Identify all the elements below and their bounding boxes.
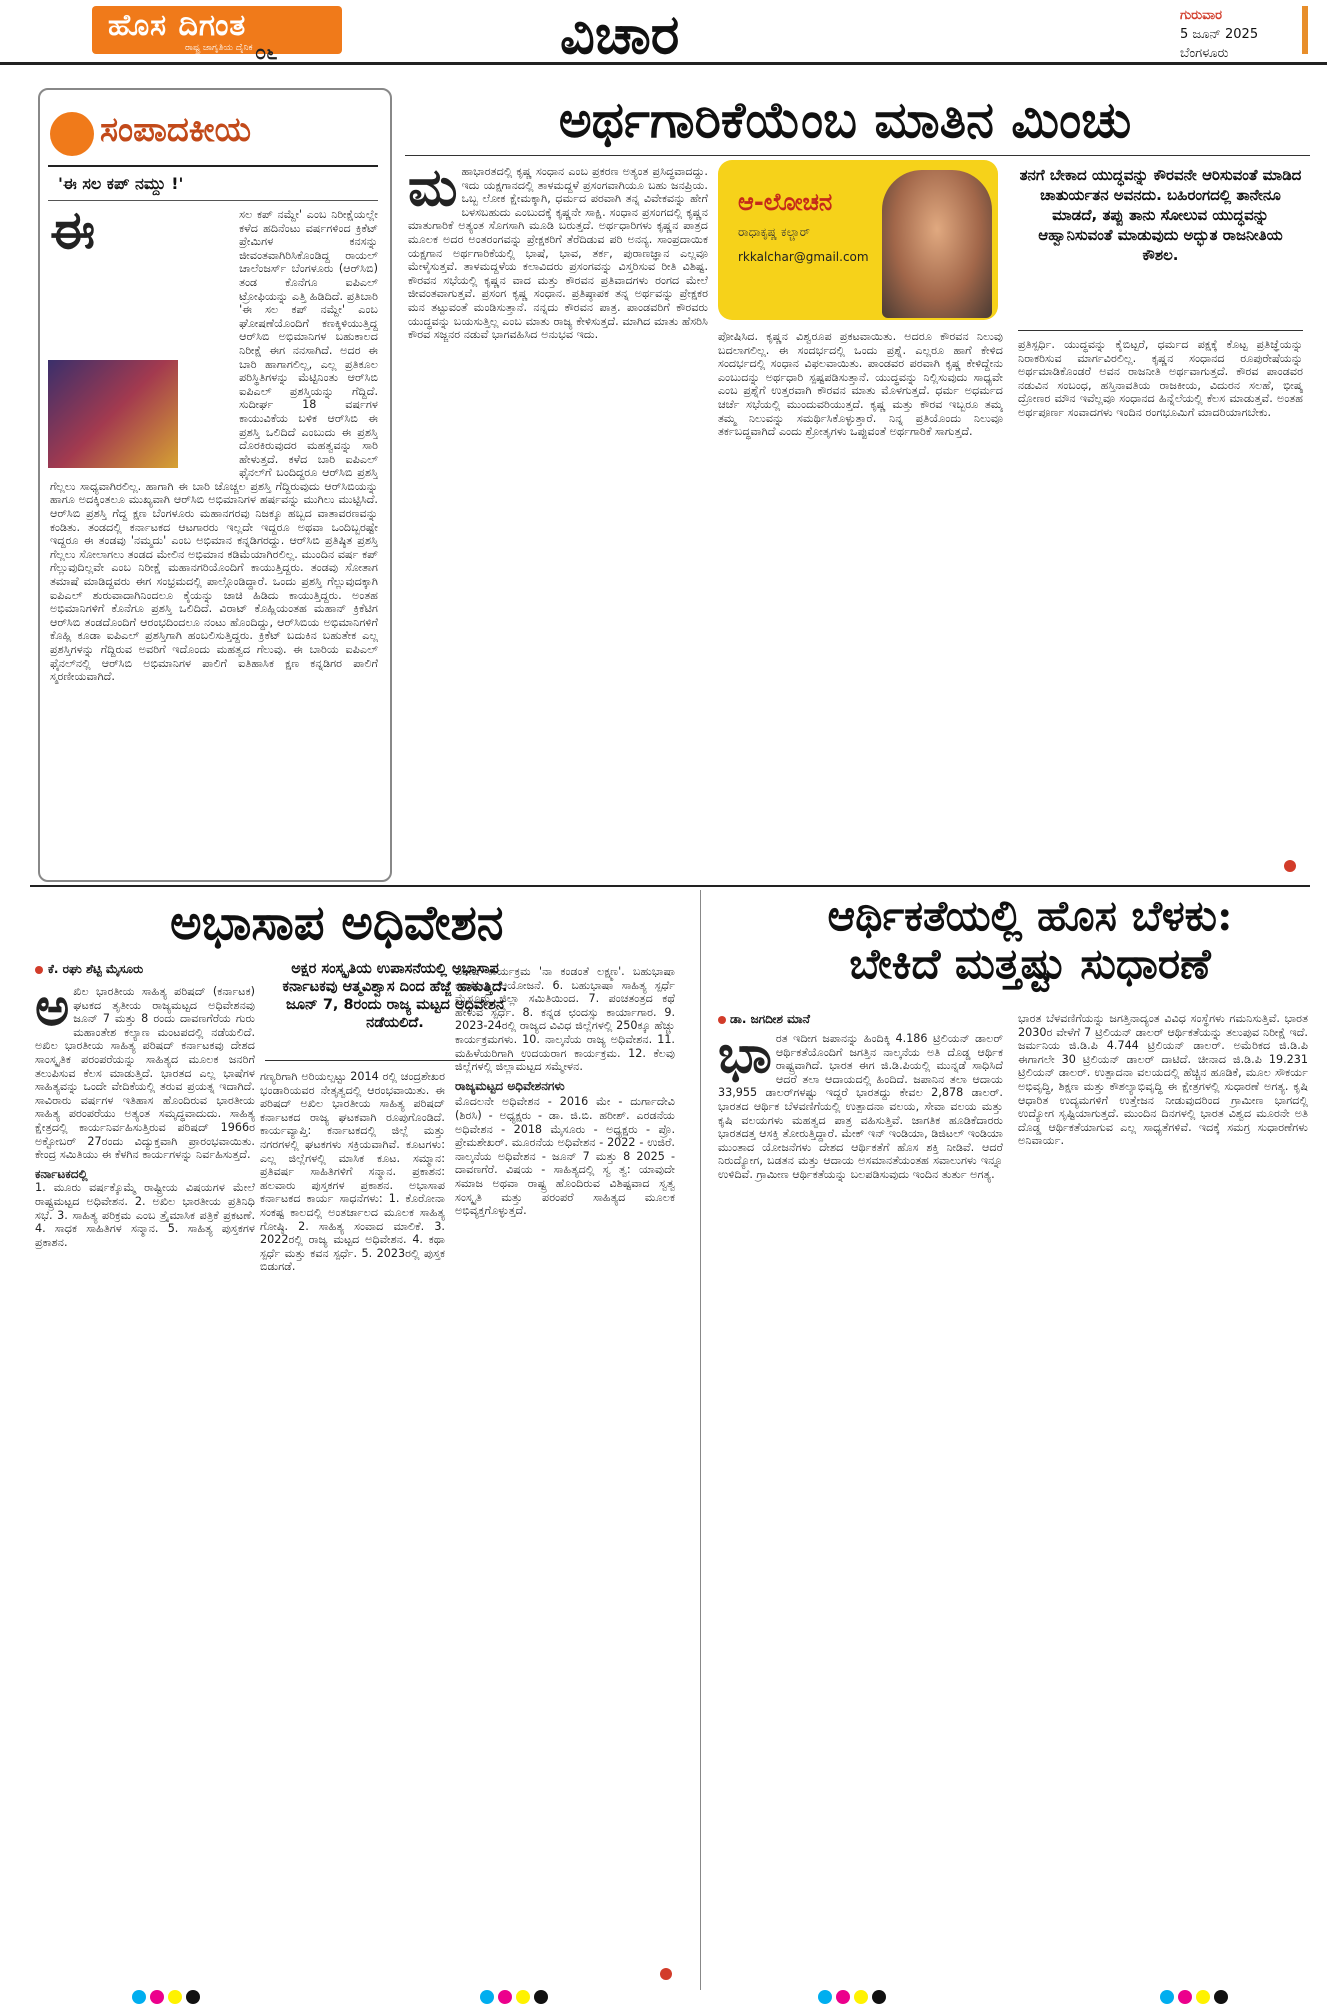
byline: ಕೆ. ರಘು ಶೆಟ್ಟಿ ಮೈಸೂರು bbox=[48, 962, 144, 976]
masthead bbox=[0, 0, 1327, 65]
lower-left-headline[interactable]: ಅಭಾಸಾಪ ಅಧಿವೇಶನ bbox=[170, 895, 504, 951]
registration-mark-black bbox=[872, 1990, 886, 2004]
editorial-photo[interactable] bbox=[48, 360, 178, 468]
lower-right-col1 bbox=[718, 1032, 1003, 1982]
drop-cap: ಈ bbox=[50, 208, 96, 261]
lower-right-headline-line1: ಆರ್ಥಿಕತೆಯಲ್ಲಿ ಹೊಸ ಬೆಳಕು: bbox=[827, 891, 1233, 940]
lower-right-col2 bbox=[1018, 1012, 1308, 1982]
registration-mark-cyan bbox=[818, 1990, 832, 2004]
main-article-col3-text: ಪ್ರತಿಸ್ಪರ್ಧಿ. ಯುದ್ಧವನ್ನು ಕೈಬಿಟ್ಟರೆ, ಧರ್ಮದ ಪಕ್ಷಕ್ಕೆ ಕೊಟ್ಟ ಪ್ರತಿಜ್ಞೆಯನ್ನು ನಿರಾಕರಿಸುವ ಮಾರ್ಗವಿರಲಿಲ್ಲ. ಕೃಷ್ಣನ ಸಂಧಾನದ ರೂಪುರೇಷೆಯನ್ನು ಅರ್ಥಮಾಡಿಕೊಂಡರೆ ಅವನ ರಾಜನೀತಿ ಅರ್ಥವಾಗುತ್ತದೆ. ಕೌರವ ಪಾಂಡವರ ನಡುವಿನ ಸಂಬಂಧ, ಹಸ್ತಿನಾವತಿಯ ರಾಜಕೀಯ, ವಿದುರನ ಸಲಹೆ, ಭೀಷ್ಮ ದ್ರೋಣರ ಮೌನ ಇವೆಲ್ಲವೂ ಸಂಧಾನದ ಹಿನ್ನೆಲೆಯಲ್ಲಿ ಕೆಲಸ ಮಾಡುತ್ತವೆ. ಅಂತಹ ಅರ್ಥಪೂರ್ಣ ಸಂವಾದಗಳು ಇಂದಿನ ರಂಗಭೂಮಿಗೆ ಮಾದರಿಯಾಗಬೇಕು. bbox=[1018, 338, 1303, 419]
byline: ಡಾ. ಜಗದೀಶ ಮಾನೆ bbox=[730, 1012, 810, 1026]
main-article-col2 bbox=[718, 330, 1003, 865]
registration-mark-black bbox=[1214, 1990, 1228, 2004]
subhead: ರಾಜ್ಯಮಟ್ಟದ ಅಧಿವೇಶನಗಳು bbox=[455, 1078, 565, 1093]
registration-mark-yellow bbox=[516, 1990, 530, 2004]
registration-mark-yellow bbox=[168, 1990, 182, 2004]
registration-mark-cyan bbox=[132, 1990, 146, 2004]
editorial-logo-icon bbox=[50, 112, 94, 156]
main-article-col1-text: ಹಾಭಾರತದಲ್ಲಿ ಕೃಷ್ಣ ಸಂಧಾನ ಎಂಬ ಪ್ರಕರಣ ಅತ್ಯಂತ ಪ್ರಸಿದ್ಧವಾದದ್ದು. ಇದು ಯಕ್ಷಗಾನದಲ್ಲಿ ತಾಳಮದ್ದಳೆ ಪ್ರಸಂಗವಾಗಿಯೂ ಬಹು ಜನಪ್ರಿಯ. ಒಬ್ಬ ಲೋಕ ಕ್ಷೇಮಕ್ಕಾಗಿ, ಧರ್ಮದ ಪರವಾಗಿ ತನ್ನ ವಿವೇಕವನ್ನು ಹೇಗೆ ಬಳಸಬಹುದು ಎಂಬುದಕ್ಕೆ ಕೃಷ್ಣನೇ ಸಾಕ್ಷಿ. ಸಂಧಾನ ಪ್ರಸಂಗದಲ್ಲಿ ಕೃಷ್ಣನ ಮಾತುಗಾರಿಕೆ ಅತ್ಯಂತ ಸೊಗಸಾಗಿ ಮೂಡಿ ಬರುತ್ತದೆ. ಅರ್ಥಧಾರಿಗಳು ಕೃಷ್ಣನ ಪಾತ್ರದ ಮೂಲಕ ಅದರ ಅಂತರಂಗವನ್ನು ಪ್ರೇಕ್ಷಕರಿಗೆ ತೆರೆದಿಡುವ ಪರಿ ಅನನ್ಯ. ಸಾಂಪ್ರದಾಯಿಕ ಯಕ್ಷಗಾನ ಅರ್ಥಗಾರಿಕೆಯಲ್ಲಿ ಭಾಷೆ, ಭಾವ, ತರ್ಕ, ಪುರಾಣಜ್ಞಾನ ಎಲ್ಲವೂ ಮೇಳೈಸುತ್ತವೆ. ತಾಳಮದ್ದಳೆಯ ಕಲಾವಿದರು ಪ್ರಸಂಗವನ್ನು ವಿಸ್ತರಿಸುವ ರೀತಿ ವಿಶಿಷ್ಟ. ಕೌರವನ ಸಭೆಯಲ್ಲಿ ಕೃಷ್ಣನ ವಾದ ಮತ್ತು ಕೌರವನ ಪ್ರತಿವಾದಗಳು ರಂಗದ ಮೇಲೆ ಜೀವಂತವಾಗುತ್ತವೆ. ಪ್ರಸಂಗ ಕೃಷ್ಣ ಸಂಧಾನ. ಪ್ರತಿಷ್ಠಾಪಕ ತನ್ನ ಅರ್ಥವನ್ನು ಪ್ರೇಕ್ಷಕರ ಮನ ತಟ್ಟುವಂತೆ ಮಂಡಿಸುತ್ತಾನೆ. ನನ್ನದು ಕೌರವನ ಪಾತ್ರ. ಪಾಂಡವರಿಗೆ ಕೌರವರು ಯುದ್ಧವನ್ನು ಬಯಸುತ್ತಿಲ್ಲ ಎಂಬ ಮಾತು ರಾಜ್ಯ ಕೇಳಿಸುತ್ತದೆ. ಮಾಗಿದ ಮಾತು ಹೆಸರಿಸಿ ಕೌರವ ಸಜ್ಜನರ ನಡುವೆ ಭಾಗವಹಿಸಿದ ಅನುಭವ ಇದು. bbox=[408, 165, 708, 342]
drop-cap: ಮ bbox=[408, 165, 458, 218]
column-divider bbox=[700, 890, 701, 1990]
columnist-photo bbox=[882, 170, 992, 318]
lower-left-col1 bbox=[35, 985, 255, 1985]
divider bbox=[1018, 330, 1303, 331]
masthead-accent-bar bbox=[1302, 6, 1308, 54]
registration-mark-yellow bbox=[1196, 1990, 1210, 2004]
lower-left-col3b-text: ಮೊದಲನೇ ಅಧಿವೇಶನ - 2016 ಮೇ - ದುರ್ಗಾದೇವಿ (ಶಿರಸಿ) - ಅಧ್ಯಕ್ಷರು - ಡಾ. ಜಿ.ಬಿ. ಹರೀಶ್. ಎರಡನೆಯ ಅಧಿವೇಶನ - 2018 ಮೈಸೂರು - ಅಧ್ಯಕ್ಷರು - ಪ್ರೊ. ಪ್ರೇಮಶೇಖರ್. ಮೂರನೆಯ ಅಧಿವೇಶನ - 2022 - ಉಜಿರೆ. ನಾಲ್ಕನೆಯ ಅಧಿವೇಶನ - ಜೂನ್ 7 ಮತ್ತು 8 2025 - ದಾವಣಗೆರೆ. ವಿಷಯ - ಸಾಹಿತ್ಯದಲ್ಲಿ ಸ್ವ ತ್ವ: ಯಾವುದೇ ಸಮಾಜ ಅಥವಾ ರಾಷ್ಟ್ರ ಹೊಂದಿರುವ ವಿಶಿಷ್ಟವಾದ ಸ್ವತ್ವ ಸಂಸ್ಕೃತಿ ಮತ್ತು ಪರಂಪರೆ ಸಾಹಿತ್ಯದ ಮೂಲಕ ಅಭಿವ್ಯಕ್ತಗೊಳ್ಳುತ್ತದೆ. bbox=[455, 1095, 675, 1218]
byline-bullet-icon bbox=[35, 966, 43, 974]
drop-cap: ಅ bbox=[35, 985, 70, 1038]
registration-mark-black bbox=[534, 1990, 548, 2004]
registration-mark-magenta bbox=[1178, 1990, 1192, 2004]
lower-left-col3 bbox=[455, 965, 675, 1985]
lower-left-col2-text: ಗಣ್ಯರಿಗಾಗಿ ಅರಿಯಲ್ಪಟ್ಟು 2014 ರಲ್ಲಿ ಚಂದ್ರಶೇಖರ ಭಂಡಾರಿಯವರ ನೇತೃತ್ವದಲ್ಲಿ ಆರಂಭವಾಯಿತು. ಈ ಪರಿಷದ್ ಅಖಿಲ ಭಾರತೀಯ ಸಾಹಿತ್ಯ ಪರಿಷದ್ ಕರ್ನಾಟಕದ ರಾಜ್ಯ ಘಟಕವಾಗಿ ರೂಪುಗೊಂಡಿದೆ. ಕಾರ್ಯವ್ಯಾಪ್ತಿ: ಕರ್ನಾಟಕದಲ್ಲಿ ಜಿಲ್ಲೆ ಮತ್ತು ನಗರಗಳಲ್ಲಿ ಘಟಕಗಳು ಸಕ್ರಿಯವಾಗಿವೆ. ಕೂಟಗಳು: ಎಲ್ಲ ಜಿಲ್ಲೆಗಳಲ್ಲಿ ಮಾಸಿಕ ಕೂಟ. ಸಮ್ಮಾನ: ಪ್ರತಿವರ್ಷ ಸಾಹಿತಿಗಳಿಗೆ ಸನ್ಮಾನ. ಪ್ರಕಾಶನ: ಹಲವಾರು ಪುಸ್ತಕಗಳ ಪ್ರಕಾಶನ. ಅಭಾಸಾಪ ಕರ್ನಾಟಕದ ಕಾರ್ಯ ಸಾಧನೆಗಳು: 1. ಕೊರೋನಾ ಸಂಕಷ್ಟ ಕಾಲದಲ್ಲಿ ಅಂತರ್ಜಾಲದ ಮೂಲಕ ಸಾಹಿತ್ಯ ಗೋಷ್ಠಿ. 2. ಸಾಹಿತ್ಯ ಸಂವಾದ ಮಾಲಿಕೆ. 3. 2022ರಲ್ಲಿ ರಾಜ್ಯ ಮಟ್ಟದ ಅಧಿವೇಶನ. 4. ಕಥಾ ಸ್ಪರ್ಧೆ ಮತ್ತು ಕವನ ಸ್ಪರ್ಧೆ. 5. 2023ರಲ್ಲಿ ಪುಸ್ತಕ ಬಿಡುಗಡೆ. bbox=[260, 1070, 445, 1274]
editorial-body bbox=[50, 208, 378, 858]
lower-right-col1-text: ರತ ಇದೀಗ ಜಪಾನನ್ನು ಹಿಂದಿಕ್ಕಿ 4.186 ಟ್ರಿಲಿಯನ್ ಡಾಲರ್ ಆರ್ಥಿಕತೆಯೊಂದಿಗೆ ಜಗತ್ತಿನ ನಾಲ್ಕನೆಯ ಅತಿ ದೊಡ್ಡ ಆರ್ಥಿಕ ರಾಷ್ಟ್ರವಾಗಿದೆ. ಭಾರತ ಈಗ ಜಿ.ಡಿ.ಪಿಯಲ್ಲಿ ಮುನ್ನಡೆ ಸಾಧಿಸಿದೆ ಆದರೆ ತಲಾ ಆದಾಯದಲ್ಲಿ ಹಿಂದಿದೆ. ಜಪಾನಿನ ತಲಾ ಆದಾಯ 33,955 ಡಾಲರ್‌ಗಳಷ್ಟು ಇದ್ದರೆ ಭಾರತದ್ದು ಕೇವಲ 2,878 ಡಾಲರ್. ಭಾರತದ ಆರ್ಥಿಕ ಬೆಳವಣಿಗೆಯಲ್ಲಿ ಉತ್ಪಾದನಾ ವಲಯ, ಸೇವಾ ವಲಯ ಮತ್ತು ಕೃಷಿ ವಲಯಗಳು ಮಹತ್ವದ ಪಾತ್ರ ವಹಿಸುತ್ತಿವೆ. ಜಾಗತಿಕ ಹೂಡಿಕೆದಾರರು ಭಾರತದತ್ತ ಆಸಕ್ತಿ ತೋರುತ್ತಿದ್ದಾರೆ. ಮೇಕ್ ಇನ್ ಇಂಡಿಯಾ, ಡಿಜಿಟಲ್ ಇಂಡಿಯಾ ಮುಂತಾದ ಯೋಜನೆಗಳು ದೇಶದ ಆರ್ಥಿಕತೆಗೆ ಹೊಸ ಶಕ್ತಿ ನೀಡಿವೆ. ಆದರೆ ನಿರುದ್ಯೋಗ, ಬಡತನ ಮತ್ತು ಆದಾಯ ಅಸಮಾನತೆಯಂತಹ ಸವಾಲುಗಳು ಇನ್ನೂ ಉಳಿದಿವೆ. ಗ್ರಾಮೀಣ ಆರ್ಥಿಕತೆಯನ್ನು ಬಲಪಡಿಸುವುದು ಇಂದಿನ ತುರ್ತು ಅಗತ್ಯ. bbox=[718, 1032, 1003, 1181]
end-marker-icon bbox=[660, 1968, 672, 1980]
divider bbox=[48, 165, 378, 167]
column-name: ಆ-ಲೋಚನ bbox=[738, 188, 833, 216]
subhead: ಕರ್ನಾಟಕದಲ್ಲಿ bbox=[35, 1166, 88, 1181]
columnist-email[interactable]: rkkalchar@gmail.com bbox=[738, 250, 869, 264]
dateline-city: ಬೆಂಗಳೂರು bbox=[1180, 46, 1229, 61]
registration-mark-cyan bbox=[1160, 1990, 1174, 2004]
lower-right-col2-text: ಭಾರತ ಬೆಳವಣಿಗೆಯನ್ನು ಜಗತ್ತಿನಾದ್ಯಂತ ವಿವಿಧ ಸಂಸ್ಥೆಗಳು ಗಮನಿಸುತ್ತಿವೆ. ಭಾರತ 2030ರ ವೇಳೆಗೆ 7 ಟ್ರಿಲಿಯನ್ ಡಾಲರ್ ಆರ್ಥಿಕತೆಯನ್ನು ತಲುಪುವ ನಿರೀಕ್ಷೆ ಇದೆ. ಜರ್ಮನಿಯ ಜಿ.ಡಿ.ಪಿ 4.744 ಟ್ರಿಲಿಯನ್ ಡಾಲರ್. ಅಮೆರಿಕದ ಜಿ.ಡಿ.ಪಿ ಈಗಾಗಲೇ 30 ಟ್ರಿಲಿಯನ್ ಡಾಲರ್ ದಾಟಿದೆ. ಚೀನಾದ ಜಿ.ಡಿ.ಪಿ 19.231 ಟ್ರಿಲಿಯನ್ ಡಾಲರ್. ಉತ್ಪಾದನಾ ವಲಯದಲ್ಲಿ ಹೆಚ್ಚಿನ ಹೂಡಿಕೆ, ಮೂಲ ಸೌಕರ್ಯ ಅಭಿವೃದ್ಧಿ, ಶಿಕ್ಷಣ ಮತ್ತು ಕೌಶಲ್ಯಾಭಿವೃದ್ಧಿ ಈ ಕ್ಷೇತ್ರಗಳಲ್ಲಿ ಸುಧಾರಣೆ ಅಗತ್ಯ. ಕೃಷಿ ಆಧಾರಿತ ಉದ್ಯಮಗಳಿಗೆ ಉತ್ತೇಜನ ನೀಡುವುದರಿಂದ ಗ್ರಾಮೀಣ ಭಾಗದಲ್ಲಿ ಉದ್ಯೋಗ ಸೃಷ್ಟಿಯಾಗುತ್ತದೆ. ಮುಂದಿನ ದಿನಗಳಲ್ಲಿ ಭಾರತ ವಿಶ್ವದ ಮೂರನೇ ಅತಿ ದೊಡ್ಡ ಆರ್ಥಿಕತೆಯಾಗುವ ಎಲ್ಲ ಸಾಧ್ಯತೆಗಳಿವೆ. ಇದಕ್ಕೆ ಸಮಗ್ರ ಸುಧಾರಣೆಗಳು ಅನಿವಾರ್ಯ. bbox=[1018, 1012, 1308, 1148]
main-headline[interactable]: ಅರ್ಥಗಾರಿಕೆಯೆಂಬ ಮಾತಿನ ಮಿಂಚು bbox=[558, 90, 1132, 149]
main-article-col2-text: ಪೋಷಿಸಿದ. ಕೃಷ್ಣನ ವಿಶ್ವರೂಪ ಪ್ರಕಟವಾಯಿತು. ಅದರೂ ಕೌರವನ ನಿಲುವು ಬದಲಾಗಲಿಲ್ಲ. ಈ ಸಂದರ್ಭದಲ್ಲಿ ಒಂದು ಪ್ರಶ್ನೆ. ಎಲ್ಲರೂ ಹಾಗೆ ಕೇಳಿದ ಸಂದರ್ಭದಲ್ಲಿ ಸಂಧಾನ ವಿಫಲವಾಯಿತು. ಪಾಂಡವರ ಪರವಾಗಿ ಕೃಷ್ಣ ಕೇಳಿದ್ದೇನು ಎಂಬುದನ್ನು ಅರ್ಥಧಾರಿ ಸ್ಪಷ್ಟಪಡಿಸುತ್ತಾನೆ. ಯುದ್ಧವನ್ನು ನಿಲ್ಲಿಸುವುದು ಸಾಧ್ಯವೇ ಎಂಬ ಪ್ರಶ್ನೆಗೆ ಉತ್ತರವಾಗಿ ಕೌರವನ ಮಾತು ಮೊಳಗುತ್ತದೆ. ಧರ್ಮ ಅಧರ್ಮದ ಚರ್ಚೆ ಸಭೆಯಲ್ಲಿ ಮುಂದುವರಿಯುತ್ತದೆ. ಕೃಷ್ಣ ಮತ್ತು ಕೌರವ ಇಬ್ಬರೂ ತಮ್ಮ ತಮ್ಮ ನಿಲುವನ್ನು ಸಮರ್ಥಿಸಿಕೊಳ್ಳುತ್ತಾರೆ. ನಿನ್ನ ಪ್ರತಿಯೊಂದು ನಿಲುವೂ ತರ್ಕಬದ್ಧವಾಗಿದೆ ಎಂದು ಶ್ರೋತೃಗಳು ಒಪ್ಪುವಂತೆ ಅರ್ಥಗಾರಿಕೆ ಸಾಗುತ್ತದೆ. bbox=[718, 330, 1003, 439]
registration-mark-magenta bbox=[150, 1990, 164, 2004]
lower-left-col2 bbox=[260, 1070, 445, 1985]
paper-name: ಹೊಸ ದಿಗಂತ bbox=[108, 8, 247, 43]
paper-tagline: ರಾಷ್ಟ್ರ ಜಾಗೃತಿಯ ದೈನಿಕ bbox=[185, 43, 253, 53]
registration-mark-yellow bbox=[854, 1990, 868, 2004]
byline-bullet-icon bbox=[718, 1016, 726, 1024]
pull-quote: ಅಕ್ಷರ ಸಂಸ್ಕೃತಿಯ ಉಪಾಸನೆಯಲ್ಲಿ ಅಭಾಸಾಪ ಕರ್ನಾಟಕವು ಆತ್ಮವಿಶ್ವಾಸ ದಿಂದ ಹೆಜ್ಜೆ ಹಾಕುತ್ತಿದೆ. ಜೂನ್ 7, 8ರಂದು ರಾಜ್ಯ ಮಟ್ಟದ ಅಧಿವೇಶನ ನಡೆಯಲಿದೆ. bbox=[282, 961, 508, 1031]
editorial-title[interactable]: 'ಈ ಸಲ ಕಪ್ ನಮ್ದು !' bbox=[58, 174, 184, 193]
main-article-col3 bbox=[1018, 338, 1303, 863]
page-number: ೦೬ bbox=[255, 40, 278, 64]
drop-cap: ಭಾ bbox=[718, 1032, 772, 1085]
registration-mark-magenta bbox=[836, 1990, 850, 2004]
dateline-day: ಗುರುವಾರ bbox=[1180, 8, 1222, 23]
lower-left-col3-text: ವಿಶೇಷ ಕಾರ್ಯಕ್ರಮ 'ನಾ ಕಂಡಂತೆ ಲಕ್ಷ್ಮಣ'. ಬಹುಭಾಷಾ ಕವಿಗೋಷ್ಠಿ ಆಯೋಜನೆ. 6. ಬಹುಭಾಷಾ ಸಾಹಿತ್ಯ ಸ್ಪರ್ಧೆ ಮೈಸೂರು ಜಿಲ್ಲಾ ಸಮಿತಿಯಿಂದ. 7. ಪಂಚತಂತ್ರದ ಕಥೆ ಹೇಳುವ ಸ್ಪರ್ಧೆ. 8. ಕನ್ನಡ ಛಂದಸ್ಸು ಕಾರ್ಯಾಗಾರ. 9. 2023-24ರಲ್ಲಿ ರಾಜ್ಯದ ವಿವಿಧ ಜಿಲ್ಲೆಗಳಲ್ಲಿ 250ಕ್ಕೂ ಹೆಚ್ಚು ಕಾರ್ಯಕ್ರಮಗಳು. 10. ನಾಲ್ಕನೆಯ ರಾಜ್ಯ ಅಧಿವೇಶನ. 11. ಮಹಿಳೆಯರಿಗಾಗಿ ಉದಯರಾಗ ಕಾರ್ಯಕ್ರಮ. 12. ಕೆಲವು ಜಿಲ್ಲೆಗಳಲ್ಲಿ ಜಿಲ್ಲಾಮಟ್ಟದ ಸಮ್ಮೇಳನ. bbox=[455, 965, 675, 1074]
registration-mark-magenta bbox=[498, 1990, 512, 2004]
divider bbox=[405, 155, 1310, 156]
columnist-name: ರಾಧಾಕೃಷ್ಣ ಕಲ್ಚಾರ್ bbox=[738, 225, 810, 239]
lower-right-headline[interactable] bbox=[770, 892, 1290, 988]
editorial-text: ಸಲ ಕಪ್ ನಮ್ದೇ' ಎಂಬ ನಿರೀಕ್ಷೆಯಲ್ಲೇ ಕಳೆದ ಹದಿನೆಂಟು ವರ್ಷಗಳಿಂದ ಕ್ರಿಕೆಟ್ ಪ್ರೇಮಿಗಳ ಕನಸನ್ನು ಜೀವಂತವಾಗಿರಿಸಿಕೊಂಡಿದ್ದ ರಾಯಲ್ ಚಾಲೆಂಜರ್ಸ್ ಬೆಂಗಳೂರು (ಆರ್‌ಸಿಬಿ) ತಂಡ ಕೊನೆಗೂ ಐಪಿಎಲ್ ಟ್ರೋಫಿಯನ್ನು ಎತ್ತಿ ಹಿಡಿದಿದೆ. ಪ್ರತಿಬಾರಿ 'ಈ ಸಲ ಕಪ್ ನಮ್ದೇ' ಎಂಬ ಘೋಷಣೆಯೊಂದಿಗೆ ಕಣಕ್ಕಿಳಿಯುತ್ತಿದ್ದ ಆರ್‌ಸಿಬಿ ಅಭಿಮಾನಿಗಳ ಬಹುಕಾಲದ ನಿರೀಕ್ಷೆ ಈಗ ನನಸಾಗಿದೆ. ಅದರ ಈ ಬಾರಿ ಹಾಗಾಗಲಿಲ್ಲ, ಎಲ್ಲ ಪ್ರತಿಕೂಲ ಪರಿಸ್ಥಿತಿಗಳನ್ನು ಮೆಟ್ಟಿನಿಂತು ಆರ್‌ಸಿಬಿ ಐಪಿಎಲ್ ಪ್ರಶಸ್ತಿಯನ್ನು ಗೆದ್ದಿದೆ. ಸುದೀರ್ಘ 18 ವರ್ಷಗಳ ಕಾಯುವಿಕೆಯ ಬಳಿಕ ಆರ್‌ಸಿಬಿ ಈ ಪ್ರಶಸ್ತಿ ಒಲಿದಿದೆ ಎಂಬುದು ಈ ಪ್ರಶಸ್ತಿ ದೊರಕಿರುವುದರ ಮಹತ್ವವನ್ನು ಸಾರಿ ಹೇಳುತ್ತದೆ. ಕಳೆದ ಬಾರಿ ಐಪಿಎಲ್ ಫೈನಲ್‌ಗೆ ಬಂದಿದ್ದರೂ ಆರ್‌ಸಿಬಿ ಪ್ರಶಸ್ತಿ ಗೆಲ್ಲಲು ಸಾಧ್ಯವಾಗಿರಲಿಲ್ಲ. ಹಾಗಾಗಿ ಈ ಬಾರಿ ಚೊಚ್ಚಲ ಪ್ರಶಸ್ತಿ ಗೆದ್ದಿರುವುದು ಆರ್‌ಸಿಬಿಯನ್ನು ಹಾಗೂ ಅದಕ್ಕಿಂತಲೂ ಮುಖ್ಯವಾಗಿ ಆರ್‌ಸಿಬಿ ಅಭಿಮಾನಿಗಳ ಹರ್ಷವನ್ನು ಮುಗಿಲು ಮುಟ್ಟಿಸಿದೆ. ಆರ್‌ಸಿಬಿ ಪ್ರಶಸ್ತಿ ಗೆದ್ದ ಕ್ಷಣ ಬೆಂಗಳೂರು ಮಹಾನಗರವು ನಿಜಕ್ಕೂ ಹಬ್ಬದ ವಾತಾವರಣವನ್ನು ಕಂಡಿತು. ತಂಡದಲ್ಲಿ ಕರ್ನಾಟಕದ ಆಟಗಾರರು ಇಲ್ಲದೇ ಇದ್ದರೂ ಅಥವಾ ಒಂದಿಬ್ಬರಷ್ಟೇ ಇದ್ದರೂ ಈ ತಂಡವು 'ನಮ್ಮದು' ಎಂಬ ಅಭಿಮಾನ ಕನ್ನಡಿಗರದ್ದು. ಆರ್‌ಸಿಬಿ ಪ್ರತಿಷ್ಠಿತ ಪ್ರಶಸ್ತಿ ಗೆಲ್ಲಲು ಸೋಲಾಗಲು ತಂಡದ ಮೇಲಿನ ಅಭಿಮಾನ ಕಡಿಮೆಯಾಗಿರಲಿಲ್ಲ. ಮುಂದಿನ ವರ್ಷ ಕಪ್ ಗೆಲ್ಲುವುದಿಲ್ಲವೇ ಎಂಬ ನಿರೀಕ್ಷೆ ಮಹಾನಗರಿಯೊಂದಿಗೆ ಕಾಯುತ್ತಿದ್ದರು. ತಂಡವು ಸೋತಾಗ ತಮಾಷೆ ಮಾಡಿದ್ದವರು ಈಗ ಸಂಭ್ರಮದಲ್ಲಿ ಪಾಲ್ಗೊಂಡಿದ್ದಾರೆ. ಒಂದು ಪ್ರಶಸ್ತಿ ಗೆಲ್ಲುವುದಕ್ಕಾಗಿ ಐಪಿಎಲ್ ಶುರುವಾದಾಗಿನಿಂದಲೂ ಕೈಯನ್ನು ಚಾಚಿ ಹಿಡಿದು ಕಾಯುತ್ತಿದ್ದರು. ಅಂತಹ ಅಭಿಮಾನಿಗಳಿಗೆ ಕೊನೆಗೂ ಪ್ರಶಸ್ತಿ ಒಲಿದಿದೆ. ವಿರಾಟ್ ಕೊಹ್ಲಿಯಂತಹ ಮಹಾನ್ ಕ್ರಿಕೆಟಿಗ ಆರ್‌ಸಿಬಿ ತಂಡದೊಂದಿಗೆ ಆರಂಭದಿಂದಲೂ ನಂಟು ಹೊಂದಿದ್ದು, ಆರ್‌ಸಿಬಿಯ ಅಭಿಮಾನಿಗಳಿಗೆ ಕೊಹ್ಲಿ ಕೂಡಾ ಐಪಿಎಲ್ ಪ್ರಶಸ್ತಿಗಾಗಿ ಹಂಬಲಿಸುತ್ತಿದ್ದರು. ಕ್ರಿಕೆಟ್ ಬದುಕಿನ ಬಹುತೇಕ ಎಲ್ಲ ಪ್ರಶಸ್ತಿಗಳನ್ನು ಗೆದ್ದಿರುವ ಅವರಿಗೆ ಇದೊಂದು ಮಹತ್ವದ ಗೆಲುವು. ಈ ಬಾರಿಯ ಐಪಿಎಲ್ ಫೈನಲ್‌ನಲ್ಲಿ ಆರ್‌ಸಿಬಿ ಅಭಿಮಾನಿಗಳ ಪಾಲಿಗೆ ಐತಿಹಾಸಿಕ ಕ್ಷಣ ಕನ್ನಡಿಗರ ಪಾಲಿಗೆ ಸ್ಮರಣೀಯವಾಗಿದೆ. bbox=[50, 208, 378, 684]
divider bbox=[48, 200, 378, 201]
end-marker-icon bbox=[1284, 860, 1296, 872]
lower-left-list: 1. ಮೂರು ವರ್ಷಕ್ಕೊಮ್ಮೆ ರಾಷ್ಟ್ರೀಯ ವಿಷಯಗಳ ಮೇಲೆ ರಾಷ್ಟ್ರಮಟ್ಟದ ಅಧಿವೇಶನ. 2. ಅಖಿಲ ಭಾರತೀಯ ಪ್ರತಿನಿಧಿ ಸಭೆ. 3. ಸಾಹಿತ್ಯ ಪರಿಕ್ರಮ ಎಂಬ ತ್ರೈಮಾಸಿಕ ಪತ್ರಿಕೆ ಪ್ರಕಟಣೆ. 4. ಸಾಧಕ ಸಾಹಿತಿಗಳ ಸನ್ಮಾನ. 5. ಸಾಹಿತ್ಯ ಪುಸ್ತಕಗಳ ಪ್ರಕಾಶನ. bbox=[35, 1181, 255, 1249]
section-divider bbox=[30, 885, 1310, 887]
main-article-col1 bbox=[408, 165, 708, 865]
lower-right-headline-line2: ಬೇಕಿದೆ ಮತ್ತಷ್ಟು ಸುಧಾರಣೆ bbox=[849, 939, 1211, 988]
lower-left-col1-text: ಖಿಲ ಭಾರತೀಯ ಸಾಹಿತ್ಯ ಪರಿಷದ್ (ಕರ್ನಾಟಕ) ಘಟಕದ ತೃತೀಯ ರಾಜ್ಯಮಟ್ಟದ ಅಧಿವೇಶನವು ಜೂನ್ 7 ಮತ್ತು 8 ರಂದು ದಾವಣಗೆರೆಯ ಗುರು ಮಹಾಂತೇಶ ಕಲ್ಯಾಣ ಮಂಟಪದಲ್ಲಿ ನಡೆಯಲಿದೆ. ಅಖಿಲ ಭಾರತೀಯ ಸಾಹಿತ್ಯ ಪರಿಷದ್ ಕರ್ನಾಟಕವು ದೇಶದ ಸಾಂಸ್ಕೃತಿಕ ಪರಂಪರೆಯನ್ನು ಸಾಹಿತ್ಯದ ಮೂಲಕ ಜನರಿಗೆ ತಲುಪಿಸುವ ಕೆಲಸ ಮಾಡುತ್ತಿದೆ. ಭಾರತದ ಎಲ್ಲ ಭಾಷೆಗಳ ಸಾಹಿತ್ಯವನ್ನು ಒಂದೇ ವೇದಿಕೆಯಲ್ಲಿ ತರುವ ಪ್ರಯತ್ನ ಇದಾಗಿದೆ. ಸಾವಿರಾರು ವರ್ಷಗಳ ಇತಿಹಾಸ ಹೊಂದಿರುವ ಭಾರತೀಯ ಸಾಹಿತ್ಯ ಪರಂಪರೆಯು ಅತ್ಯಂತ ಸಮೃದ್ಧವಾದುದು. ಸಾಹಿತ್ಯ ಕ್ಷೇತ್ರದಲ್ಲಿ ಕಾರ್ಯನಿರ್ವಹಿಸುತ್ತಿರುವ ಪರಿಷದ್ 1966ರ ಅಕ್ಟೋಬರ್ 27ರಂದು ವಿದ್ಯುಕ್ತವಾಗಿ ಪ್ರಾರಂಭವಾಯಿತು. ಕೇಂದ್ರ ಸಮಿತಿಯು ಈ ಕೆಳಗಿನ ಕಾರ್ಯಗಳನ್ನು ನಿರ್ವಹಿಸುತ್ತದೆ. bbox=[35, 985, 255, 1162]
dateline-date: 5 ಜೂನ್ 2025 bbox=[1180, 27, 1259, 42]
registration-mark-cyan bbox=[480, 1990, 494, 2004]
section-title: ವಿಚಾರ bbox=[560, 2, 680, 66]
registration-mark-black bbox=[186, 1990, 200, 2004]
dateline bbox=[1180, 8, 1300, 65]
pull-quote: ತನಗೆ ಬೇಕಾದ ಯುದ್ಧವನ್ನು ಕೌರವನೇ ಆರಿಸುವಂತೆ ಮಾಡಿದ ಚಾತುರ್ಯತನ ಅವನದು. ಬಹಿರಂಗದಲ್ಲಿ ತಾನೇನೂ ಮಾಡದೆ, ತಪ್ಪು ತಾನು ಸೋಲುವ ಯುದ್ಧವನ್ನು ಆಹ್ವಾನಿಸುವಂತೆ ಮಾಡುವುದು ಅದ್ಭುತ ರಾಜನೀತಿಯ ಕೌಶಲ. bbox=[1019, 166, 1302, 264]
editorial-label: ಸಂಪಾದಕೀಯ bbox=[100, 110, 251, 150]
